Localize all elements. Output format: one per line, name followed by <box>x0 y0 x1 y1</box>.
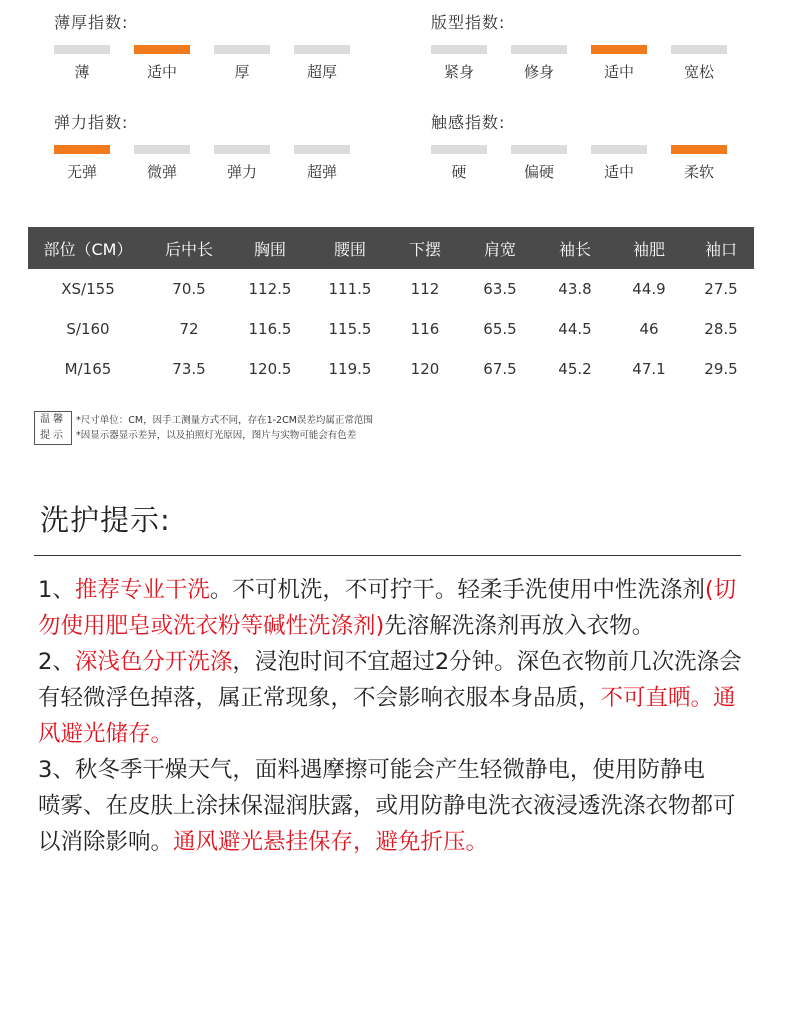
index-bar <box>511 145 567 154</box>
table-header-cell: 肩宽 <box>460 227 540 269</box>
index-bars <box>431 145 771 155</box>
elasticity-index <box>54 100 394 180</box>
care-item <box>38 644 746 752</box>
table-cell: 45.2 <box>558 360 592 378</box>
care-text: 2、 <box>38 649 75 675</box>
table-row <box>28 269 754 309</box>
index-bar <box>671 45 727 54</box>
table-cell: 120.5 <box>248 360 292 378</box>
index-title: 薄厚指数: <box>54 13 129 32</box>
index-bars <box>431 45 771 55</box>
care-highlight: 不可直晒。通风避光储存。 <box>38 685 736 747</box>
index-title: 版型指数: <box>431 13 506 32</box>
tips-text <box>76 413 373 443</box>
table-cell: 43.8 <box>558 280 592 298</box>
index-label: 宽松 <box>683 63 714 81</box>
index-bar <box>511 45 567 54</box>
index-bars <box>54 45 394 55</box>
table-header-cell: 袖口 <box>688 227 754 269</box>
index-label: 适中 <box>603 163 634 181</box>
index-bar <box>591 145 647 154</box>
index-label: 修身 <box>523 63 554 81</box>
care-item <box>38 572 746 644</box>
care-text: ，浸泡时间不宜超过2分钟。深色衣物前几次洗涤会有轻微浮色掉落，属正常现象，不会影响衣服本身品质， <box>38 649 742 711</box>
care-item <box>38 788 746 860</box>
care-text: 喷雾、在皮肤上涂抹保湿润肤露，或用防静电洗衣液浸透洗涤衣物都可以消除影响。 <box>38 793 736 855</box>
table-cell: 27.5 <box>704 280 738 298</box>
index-title: 弹力指数: <box>54 113 129 132</box>
index-label: 柔软 <box>683 163 714 181</box>
table-cell: 70.5 <box>172 280 206 298</box>
table-cell: M/165 <box>64 360 112 378</box>
table-cell: 63.5 <box>483 280 517 298</box>
care-text: 先溶解洗涤剂再放入衣物。 <box>384 613 655 639</box>
index-bar <box>134 45 190 54</box>
index-label: 偏硬 <box>523 163 554 181</box>
table-cell: 44.9 <box>632 280 666 298</box>
table-cell: 67.5 <box>483 360 517 378</box>
size-table <box>28 227 754 389</box>
index-labels <box>431 161 771 181</box>
table-cell: 116.5 <box>248 320 292 338</box>
table-header-cell: 腰围 <box>310 227 390 269</box>
index-bar <box>431 45 487 54</box>
table-row <box>28 309 754 349</box>
table-header-cell: 袖肥 <box>610 227 688 269</box>
table-cell: 115.5 <box>328 320 372 338</box>
index-labels <box>54 161 394 181</box>
care-highlight: 通风避光悬挂保存，避免折压。 <box>173 829 489 855</box>
index-title: 触感指数: <box>431 113 506 132</box>
size-tips <box>34 411 494 445</box>
index-bar <box>671 145 727 154</box>
index-bar <box>214 145 270 154</box>
index-label: 薄 <box>74 63 90 81</box>
care-highlight: 深浅色分开洗涤 <box>74 649 233 675</box>
care-highlight: (切勿使用肥皂或洗衣粉等碱性洗涤剂) <box>38 577 737 639</box>
table-header-cell: 后中长 <box>148 227 230 269</box>
table-cell: 112 <box>410 280 440 298</box>
table-header-cell: 胸围 <box>230 227 310 269</box>
care-title: 洗护提示: <box>40 503 171 537</box>
index-bar <box>134 145 190 154</box>
table-cell: 120 <box>410 360 440 378</box>
table-row <box>28 349 754 389</box>
tips-line: *因显示器显示差异，以及拍照灯光原因，图片与实物可能会有色差 <box>76 430 357 441</box>
care-item <box>38 752 746 788</box>
care-instructions <box>38 572 746 860</box>
index-label: 适中 <box>146 63 177 81</box>
table-cell: XS/155 <box>61 280 115 298</box>
index-label: 无弹 <box>66 163 97 181</box>
index-bar <box>214 45 270 54</box>
index-label: 紧身 <box>443 63 474 81</box>
tips-label-line: 提示 <box>40 430 66 441</box>
table-cell: 29.5 <box>704 360 738 378</box>
care-text: 。不可机洗，不可拧干。轻柔手洗使用中性洗涤剂 <box>209 577 705 603</box>
index-label: 弹力 <box>226 163 257 181</box>
index-bar <box>54 45 110 54</box>
index-bar <box>54 145 110 154</box>
table-header-cell: 部位（CM） <box>28 227 148 269</box>
index-label: 超厚 <box>306 63 337 81</box>
table-header-cell: 袖长 <box>540 227 610 269</box>
index-bars <box>54 145 394 155</box>
index-label: 超弹 <box>306 163 337 181</box>
table-cell: 116 <box>410 320 440 338</box>
table-header-row <box>28 227 754 269</box>
index-label: 硬 <box>451 163 467 181</box>
care-text: 3、秋冬季干燥天气，面料遇摩擦可能会产生轻微静电，使用防静电 <box>38 757 705 783</box>
tips-line: *尺寸单位：CM，因手工测量方式不同，存在1-2CM误差均属正常范围 <box>76 415 373 426</box>
table-cell: 44.5 <box>558 320 592 338</box>
index-bar <box>591 45 647 54</box>
table-cell: 112.5 <box>248 280 292 298</box>
table-cell: 73.5 <box>172 360 206 378</box>
table-cell: 72 <box>179 320 199 338</box>
fit-index <box>431 0 771 80</box>
table-cell: 46 <box>639 320 659 338</box>
divider <box>34 555 741 556</box>
tips-label-box <box>34 411 72 445</box>
fabric-indices <box>0 0 790 200</box>
index-label: 微弹 <box>146 163 177 181</box>
table-cell: 28.5 <box>704 320 738 338</box>
index-bar <box>431 145 487 154</box>
index-bar <box>294 145 350 154</box>
care-highlight: 推荐专业干洗 <box>74 577 210 603</box>
tips-label-line: 温馨 <box>40 414 66 425</box>
index-labels <box>431 61 771 81</box>
index-labels <box>54 61 394 81</box>
table-cell: 47.1 <box>632 360 666 378</box>
index-label: 厚 <box>234 63 250 81</box>
touch-index <box>431 100 771 180</box>
table-cell: 111.5 <box>328 280 372 298</box>
care-text: 1、 <box>38 577 75 603</box>
table-cell: 119.5 <box>328 360 372 378</box>
index-label: 适中 <box>603 63 634 81</box>
table-header-cell: 下摆 <box>390 227 460 269</box>
table-cell: 65.5 <box>483 320 517 338</box>
table-cell: S/160 <box>66 320 110 338</box>
thickness-index <box>54 0 394 80</box>
index-bar <box>294 45 350 54</box>
